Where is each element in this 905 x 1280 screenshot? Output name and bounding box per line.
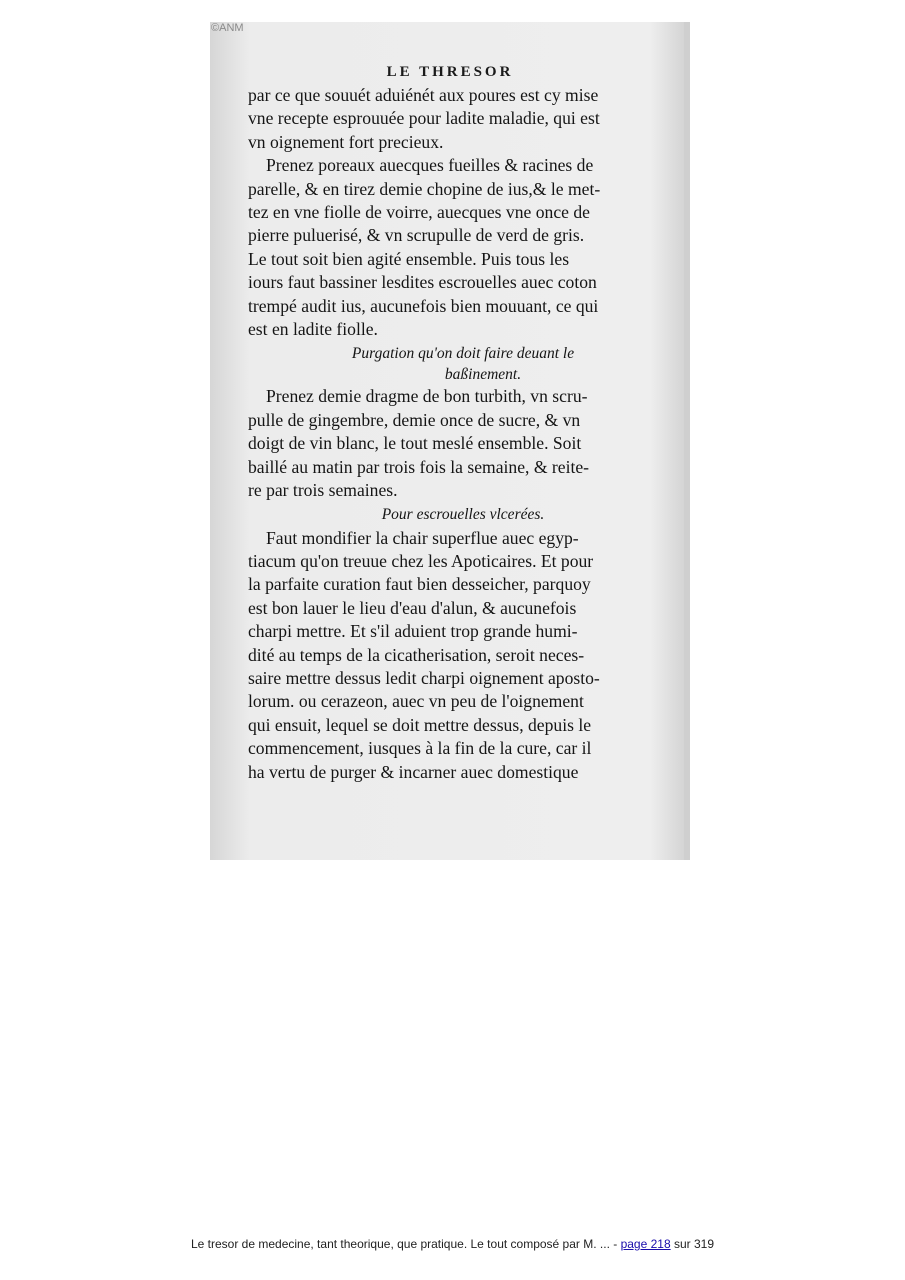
text-line: Faut mondifier la chair superflue auec egyp-: [266, 527, 579, 548]
text-line: tez en vne fiolle de voirre, auecques vne once de: [248, 202, 590, 223]
text-line: baillé au matin par trois fois la semaine, & reite-: [248, 456, 590, 477]
text-line: saire mettre dessus ledit charpi oignement aposto-: [248, 667, 600, 688]
text-line: par ce que souuét aduiénét aux poures est cy mise: [248, 85, 599, 105]
text-line: iours faut bassiner lesdites escrouelles auec coton: [248, 272, 597, 293]
page-text: [248, 84, 678, 784]
text-line: dité au temps de la cicatherisation, seroit neces-: [248, 644, 585, 665]
watermark: ©ANM: [211, 22, 244, 34]
text-line: tiacum qu'on treuue chez les Apoticaires. Et pour: [248, 550, 594, 571]
text-line: Prenez poreaux auecques fueilles & racines de: [266, 155, 594, 176]
text-line: pulle de gingembre, demie once de sucre, & vn: [248, 409, 581, 430]
text-line: charpi mettre. Et s'il aduient trop grande humi-: [248, 621, 578, 642]
text-line: commencement, iusques à la fin de la cure, car il: [248, 738, 592, 759]
text-line: lorum. ou cerazeon, auec vn peu de l'oignement: [248, 691, 584, 712]
text-line: Prenez demie dragme de bon turbith, vn scru-: [266, 386, 588, 407]
text-line: est en ladite fiolle.: [248, 319, 378, 340]
text-line: la parfaite curation faut bien desseicher, parquoy: [248, 574, 591, 595]
text-line: est bon lauer le lieu d'eau d'alun, & aucunefois: [248, 597, 577, 618]
text-line: parelle, & en tirez demie chopine de ius,& le met-: [248, 178, 601, 199]
caption-suffix: sur 319: [670, 1237, 714, 1251]
text-line: doigt de vin blanc, le tout meslé ensemble. Soit: [248, 433, 582, 454]
section-heading-cont: baßinement.: [444, 366, 522, 384]
text-line: trempé audit ius, aucunefois bien mouuant, ce qui: [248, 295, 599, 316]
caption-title: Le tresor de medecine, tant theorique, que pratique. Le tout composé par M. ... -: [190, 1237, 621, 1251]
text-line: qui ensuit, lequel se doit mettre dessus, depuis le: [248, 714, 592, 735]
section-heading: Pour escrouelles vlcerées.: [381, 505, 545, 523]
text-line: pierre puluerisé, & vn scrupulle de verd de gris.: [248, 225, 585, 246]
page-link[interactable]: page 218: [620, 1237, 671, 1251]
running-head: LE THRESOR: [386, 64, 514, 80]
text-line: re par trois semaines.: [248, 480, 398, 501]
section-heading: Purgation qu'on doit faire deuant le: [351, 345, 575, 363]
scanned-page: [210, 22, 690, 860]
text-line: ha vertu de purger & incarner auec domestique: [248, 761, 579, 782]
text-line: vne recepte esprouuée pour ladite maladie, qui est: [248, 108, 600, 129]
text-line: Le tout soit bien agité ensemble. Puis tous les: [248, 248, 570, 269]
text-line: vn oignement fort precieux.: [248, 131, 444, 152]
document-caption: [0, 1237, 905, 1251]
